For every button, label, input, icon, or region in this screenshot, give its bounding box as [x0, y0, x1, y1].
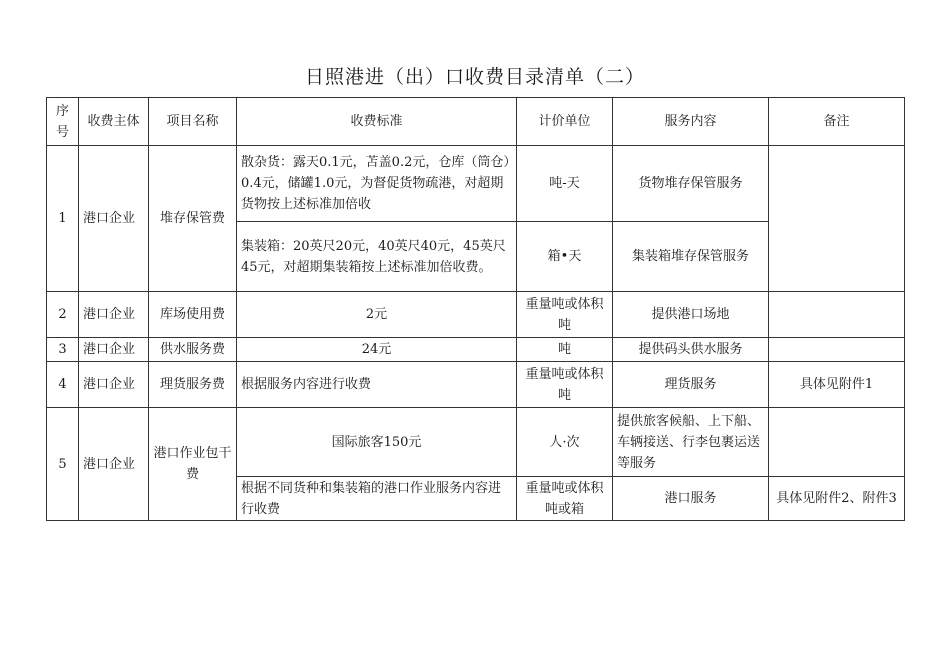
row-note: 具体见附件1 [769, 362, 905, 408]
row-unit: 重量吨或体积吨或箱 [517, 477, 613, 521]
row-entity: 港口企业 [79, 292, 149, 338]
row-unit: 重量吨或体积吨 [517, 362, 613, 408]
row-standard: 24元 [237, 338, 517, 362]
row-unit: 吨-天 [517, 146, 613, 222]
header-standard: 收费标准 [237, 98, 517, 146]
table-row [47, 292, 905, 338]
row-entity: 港口企业 [79, 362, 149, 408]
row-entity: 港口企业 [79, 146, 149, 292]
row-standard: 根据不同货种和集装箱的港口作业服务内容进行收费 [237, 477, 517, 521]
table-row [47, 408, 905, 477]
row-item: 港口作业包干费 [149, 408, 237, 521]
row-no: 2 [47, 292, 79, 338]
row-standard: 散杂货：露天0.1元，苫盖0.2元，仓库（筒仓）0.4元，储罐1.0元，为督促货物疏港，对超期货物按上述标准加倍收 [237, 146, 517, 222]
table-row [47, 146, 905, 222]
row-service: 货物堆存保管服务 [613, 146, 769, 222]
header-row [47, 98, 905, 146]
row-service: 集装箱堆存保管服务 [613, 222, 769, 292]
row-standard: 2元 [237, 292, 517, 338]
document-title: 日照港进（出）口收费目录清单（二） [304, 66, 645, 88]
row-no: 4 [47, 362, 79, 408]
row-no: 1 [47, 146, 79, 292]
row-note [769, 338, 905, 362]
row-unit: 吨 [517, 338, 613, 362]
header-item: 项目名称 [149, 98, 237, 146]
header-no: 序号 [47, 98, 79, 146]
row-service: 理货服务 [613, 362, 769, 408]
row-unit: 箱•天 [517, 222, 613, 292]
row-no: 3 [47, 338, 79, 362]
header-service: 服务内容 [613, 98, 769, 146]
row-item: 堆存保管费 [149, 146, 237, 292]
row-unit: 人·次 [517, 408, 613, 477]
row-item: 库场使用费 [149, 292, 237, 338]
row-entity: 港口企业 [79, 338, 149, 362]
row-service: 港口服务 [613, 477, 769, 521]
row-standard: 国际旅客150元 [237, 408, 517, 477]
row-service: 提供码头供水服务 [613, 338, 769, 362]
row-no: 5 [47, 408, 79, 521]
table-row [47, 362, 905, 408]
header-note: 备注 [769, 98, 905, 146]
fee-table [46, 97, 905, 521]
row-item: 理货服务费 [149, 362, 237, 408]
row-note [769, 146, 905, 292]
row-note [769, 292, 905, 338]
row-note: 具体见附件2、附件3 [769, 477, 905, 521]
row-note [769, 408, 905, 477]
table-row [47, 338, 905, 362]
row-standard: 集装箱：20英尺20元，40英尺40元，45英尺45元，对超期集装箱按上述标准加倍收费。 [237, 222, 517, 292]
row-standard: 根据服务内容进行收费 [237, 362, 517, 408]
row-service: 提供港口场地 [613, 292, 769, 338]
row-unit: 重量吨或体积吨 [517, 292, 613, 338]
header-unit: 计价单位 [517, 98, 613, 146]
row-entity: 港口企业 [79, 408, 149, 521]
row-service: 提供旅客候船、上下船、车辆接送、行李包裹运送等服务 [613, 408, 769, 477]
header-entity: 收费主体 [79, 98, 149, 146]
row-item: 供水服务费 [149, 338, 237, 362]
